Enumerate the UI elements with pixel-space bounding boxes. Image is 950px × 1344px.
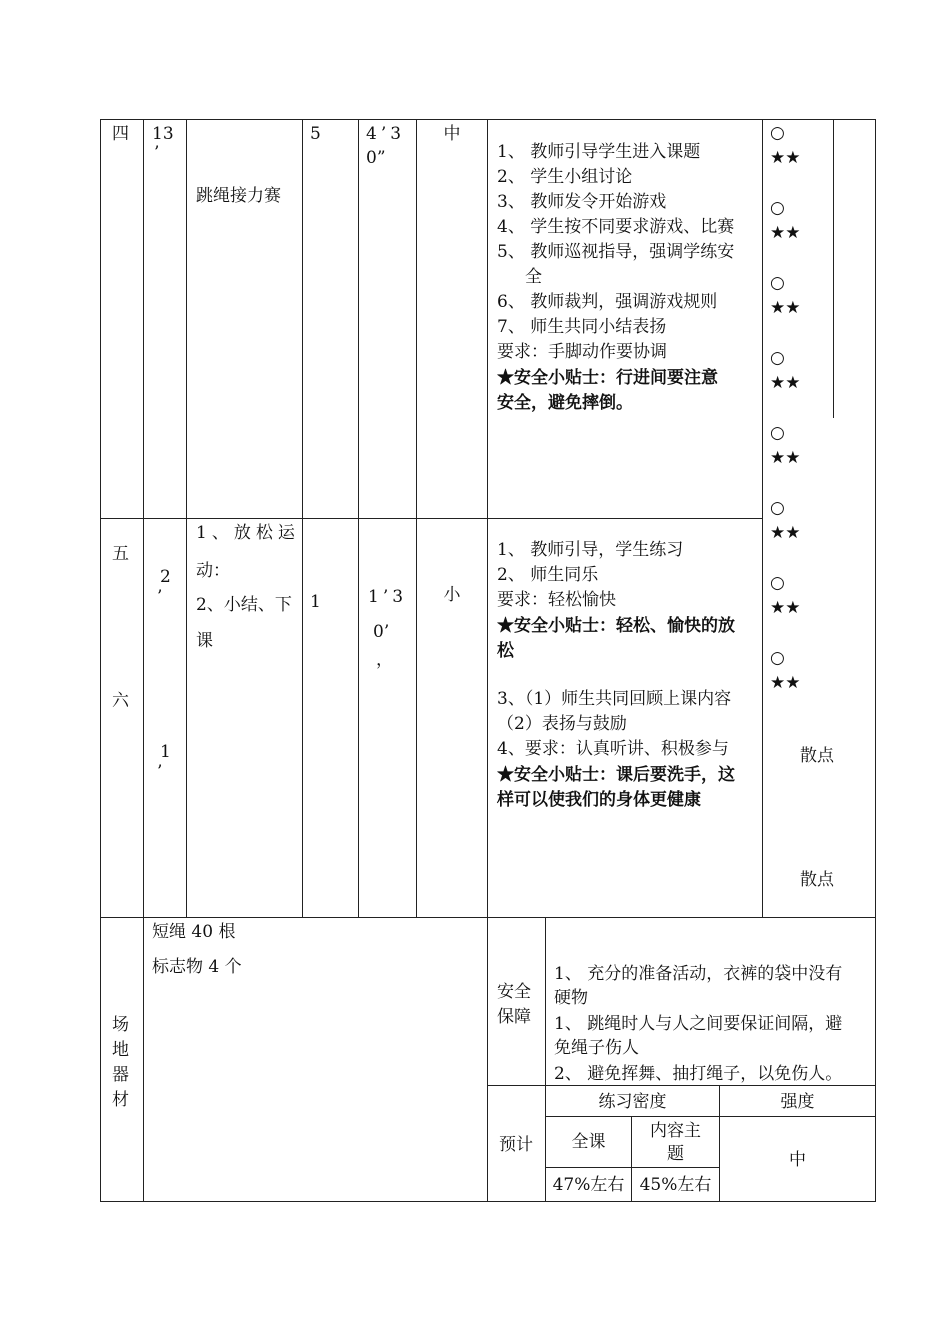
table-right-border	[875, 119, 876, 1202]
time-mark: ’	[157, 762, 163, 782]
safety-line: 1、 充分的准备活动，衣裤的袋中没有	[554, 964, 843, 984]
circle-icon: ○	[770, 348, 785, 368]
repeat-count: 5	[310, 124, 321, 144]
method-line: 4、 学生按不同要求游戏、比赛	[497, 217, 735, 237]
whole-lesson-label: 全课	[571, 1132, 606, 1152]
equipment-label: 材	[112, 1090, 129, 1110]
row-divider	[100, 518, 762, 519]
time-value: 13	[152, 124, 174, 144]
safety-line: 免绳子伤人	[554, 1038, 639, 1058]
time-value: 1	[160, 742, 171, 762]
equipment-label: 器	[112, 1065, 129, 1085]
col-divider	[143, 119, 144, 1202]
intensity-value: 中	[789, 1150, 806, 1170]
col-divider	[302, 119, 303, 918]
method-line: 3、 教师发令开始游戏	[497, 192, 667, 212]
star-icon: ★★	[770, 448, 801, 468]
equipment-item: 标志物 4 个	[152, 957, 242, 977]
circle-icon: ○	[770, 198, 785, 218]
duration-line: ，	[376, 650, 393, 670]
density-header: 练习密度	[598, 1092, 667, 1112]
duration-line: 4’3	[366, 124, 406, 144]
col-divider	[358, 119, 359, 918]
method-line: 2、 师生同乐	[497, 565, 599, 585]
table-bottom-border	[100, 1201, 876, 1202]
col-divider	[487, 119, 488, 1202]
col-divider	[762, 119, 763, 918]
circle-icon: ○	[770, 648, 785, 668]
circle-icon: ○	[770, 423, 785, 443]
method-line: 7、 师生共同小结表扬	[497, 317, 667, 337]
circle-icon: ○	[770, 123, 785, 143]
circle-icon: ○	[770, 573, 785, 593]
equipment-label: 场	[112, 1015, 129, 1035]
equipment-label: 地	[112, 1040, 129, 1060]
repeat-count: 1	[310, 592, 321, 612]
intensity-value: 小	[443, 585, 461, 605]
forecast-value-divider	[545, 1167, 719, 1168]
safety-label: 安全	[497, 982, 531, 1002]
safety-tip: 松	[497, 641, 514, 661]
method-line: 1、 教师引导，学生练习	[497, 540, 684, 560]
time-value: 2	[160, 567, 171, 587]
table-left-border	[100, 119, 101, 1202]
safety-line: 1、 跳绳时人与人之间要保证间隔，避	[554, 1014, 843, 1034]
method-line: 3、（1）师生共同回顾上课内容	[497, 689, 732, 709]
intensity-value: 中	[443, 124, 461, 144]
safety-line: 2、 避免挥舞、抽打绳子，以免伤人。	[554, 1064, 843, 1084]
equipment-item: 短绳 40 根	[152, 922, 236, 942]
method-line: 全	[525, 267, 542, 287]
circle-icon: ○	[770, 273, 785, 293]
table-top-border	[100, 119, 876, 120]
duration-line: 0’	[373, 622, 390, 642]
formation-inner-line	[833, 119, 834, 418]
time-mark: ’	[154, 143, 160, 163]
safety-tip: ★安全小贴士：课后要洗手，这	[497, 765, 735, 785]
safety-tip: ★安全小贴士：行进间要注意	[497, 368, 718, 388]
method-line: 要求：手脚动作要协调	[497, 342, 667, 362]
duration-line: 0”	[366, 148, 386, 168]
whole-lesson-density: 47%左右	[552, 1175, 625, 1195]
forecast-label: 预计	[499, 1135, 533, 1155]
content-topic-density: 45%左右	[639, 1175, 712, 1195]
activity-content: 动：	[196, 561, 230, 581]
method-line: 2、 学生小组讨论	[497, 167, 633, 187]
activity-content: 2、小结、下	[196, 595, 292, 615]
safety-tip: 样可以使我们的身体更健康	[497, 790, 701, 810]
star-icon: ★★	[770, 223, 801, 243]
section-number: 六	[112, 691, 129, 711]
star-icon: ★★	[770, 373, 801, 393]
star-icon: ★★	[770, 298, 801, 318]
method-line: 4、要求：认真听讲、积极参与	[497, 739, 729, 759]
content-topic-label: 内容主	[650, 1121, 701, 1141]
col-divider	[186, 119, 187, 918]
method-line: 6、 教师裁判，强调游戏规则	[497, 292, 718, 312]
safety-tip: 安全，避免摔倒。	[497, 393, 633, 413]
content-topic-label: 题	[667, 1144, 684, 1164]
section-number: 五	[112, 544, 129, 564]
activity-content: 课	[196, 631, 213, 651]
time-mark: ’	[157, 587, 163, 607]
scatter-label: 散点	[800, 746, 834, 766]
star-icon: ★★	[770, 523, 801, 543]
safety-tip: ★安全小贴士：轻松、愉快的放	[497, 616, 735, 636]
safety-line: 硬物	[554, 988, 588, 1008]
activity-content: 1、放松运	[196, 523, 300, 543]
duration-line: 1’3	[368, 587, 408, 607]
intensity-header: 强度	[780, 1092, 815, 1112]
section-number: 四	[112, 124, 129, 144]
star-icon: ★★	[770, 673, 801, 693]
circle-icon: ○	[770, 498, 785, 518]
safety-label: 保障	[497, 1007, 531, 1027]
star-icon: ★★	[770, 148, 801, 168]
method-line: （2）表扬与鼓励	[497, 714, 627, 734]
method-line: 1、 教师引导学生进入课题	[497, 142, 701, 162]
method-line: 要求：轻松愉快	[497, 590, 616, 610]
safety-label-divider	[545, 917, 546, 1202]
method-line: 5、 教师巡视指导，强调学练安	[497, 242, 735, 262]
row-divider	[100, 917, 876, 918]
scatter-label: 散点	[800, 870, 834, 890]
forecast-header-divider	[545, 1116, 876, 1117]
col-divider	[416, 119, 417, 918]
activity-content: 跳绳接力赛	[196, 186, 281, 206]
star-icon: ★★	[770, 598, 801, 618]
